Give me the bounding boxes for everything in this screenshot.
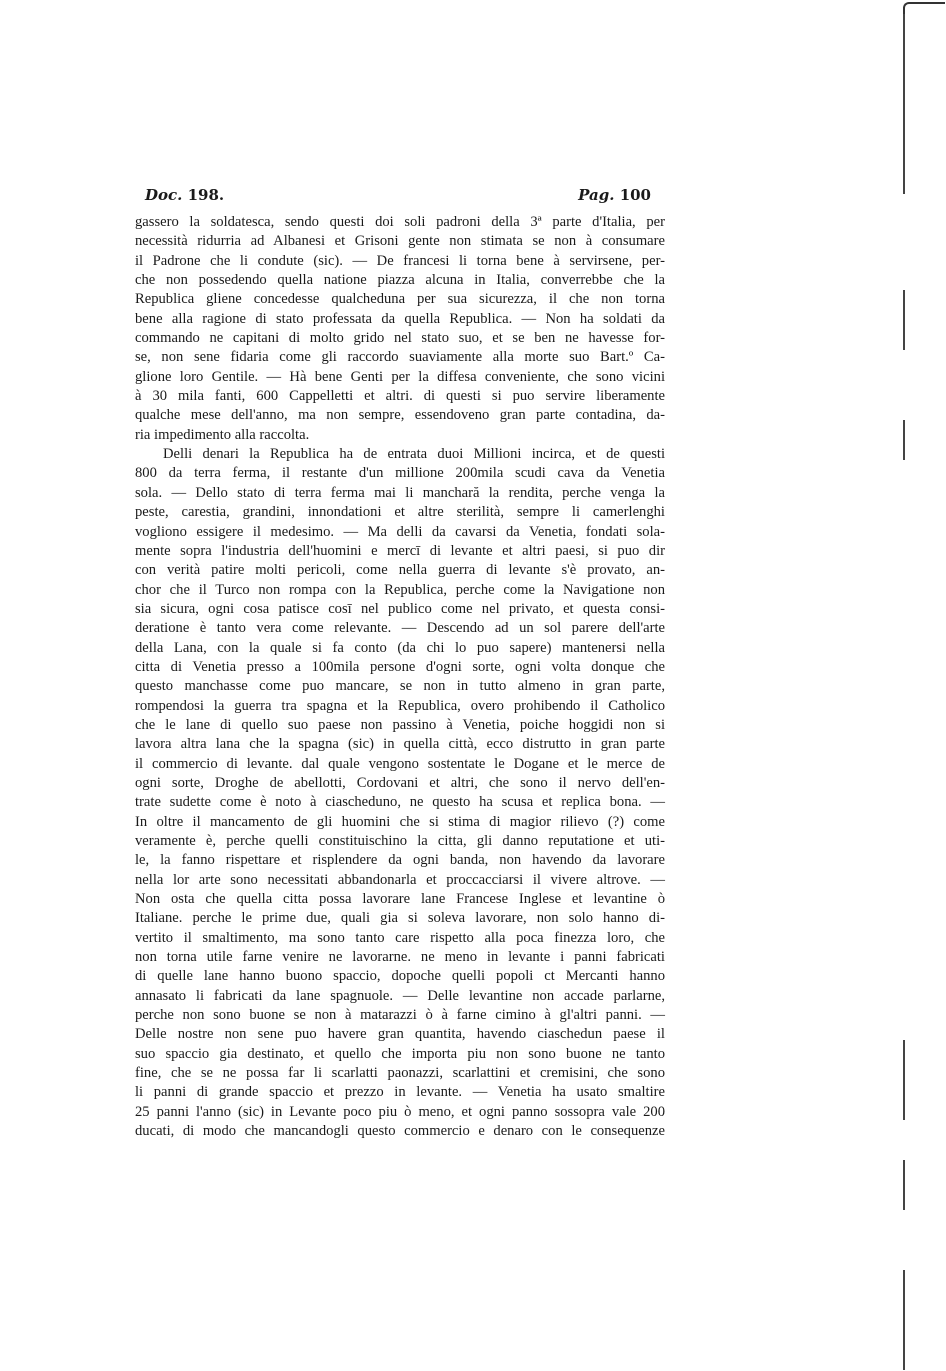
text-line: à 30 mila fanti, 600 Cappelletti et altri. di questi si puo servire liberamente — [135, 388, 665, 405]
text-line: necessità ridurria ad Albanesi et Grisoni gente non stimata se non à consumare — [135, 233, 665, 250]
text-line: ducati, di modo che mancandogli questo commercio e denaro con le consequenze — [135, 1123, 665, 1140]
text-line: Non osta che quella citta possa lavorare lane Francese Inglese et levantine ò — [135, 891, 665, 908]
text-line: Republica gliene concedesse qualcheduna per sua sicurezza, il che non torna — [135, 291, 665, 308]
text-line: di quelle lane hanno buono spaccio, dopoche quelli popoli ct Mercanti hanno — [135, 968, 665, 985]
text-line: mente sopra l'industria dell'huomini e mercī di levante et altri paesi, si puo dir — [135, 542, 665, 559]
text-line: che le lane di quello suo paese non passino à Venetia, poiche hoggidi non si — [135, 716, 665, 733]
scan-border-line — [903, 1160, 905, 1210]
text-line: veramente è, perche quelli constituischino la citta, gli danno reputatione et uti- — [135, 833, 665, 849]
text-line: il commercio di levante. dal quale vengono sostentate le Dogane et le merce de — [135, 755, 665, 772]
text-line: non torna utile farne venire ne lavorarne. ne meno in levante i panni fabricati — [135, 949, 665, 966]
text-line: fine, che se ne possa far li scarlatti paonazzi, scarlattini et cremisini, che sono — [135, 1065, 665, 1082]
text-line: commando ne capitani di molto grido nel stato suo, et se ben ne havesse for- — [135, 330, 665, 347]
text-line: Delle nostre non sene puo havere gran quantita, havendo ciaschedun paese il — [135, 1026, 665, 1043]
text-line: chor che il Turco non rompa con la Republica, perche come la Navigatione non — [135, 581, 665, 598]
text-line: Italiane. perche le prime due, quali gia si soleva lavorare, non solo hanno di- — [135, 910, 665, 927]
text-line: annasato li fabricati da lane spagnuole. — Delle levantine non accade parlarne, — [135, 987, 665, 1004]
text-line: ogni sorte, Droghe de abellotti, Cordovani et altri, che sono il nervo dell'en- — [135, 774, 665, 791]
text-line: li panni di grande spaccio et prezzo in levante. — Venetia ha usato smaltire — [135, 1084, 665, 1101]
text-line: vogliono essigere il medesimo. — Ma delli da cavarsi da Venetia, fondati sola- — [135, 523, 665, 540]
text-line: vertito il smaltimento, ma sono tanto care rispetto alla poca finezza loro, che — [135, 929, 665, 946]
text-line: qualche mese dell'anno, ma non sempre, essendoveno gran parte contadina, da- — [135, 407, 665, 424]
scan-border-line — [903, 420, 905, 460]
doc-reference — [145, 186, 224, 204]
text-line: che non possedendo quella natione piazza alcuna in Italia, converrebbe che la — [135, 272, 665, 289]
text-line: citta di Venetia presso a 100mila persone d'ogni sorte, ogni volta donque che — [135, 658, 665, 675]
text-line: il Padrone che li condute (sic). — De francesi li torna bene à servirsene, per- — [135, 252, 665, 269]
text-line: deratione è tanto vera come relevante. — Descendo ad un sol parere dell'arte — [135, 620, 665, 637]
page-label: Pag. — [578, 186, 615, 204]
text-line: peste, carestia, grandini, innondationi et altre sterilità, sempre li camerlenghi — [135, 504, 665, 521]
text-line: perche non sono buone se non à matarazzi ò à farne cimino à gl'altri panni. — — [135, 1007, 665, 1024]
text-line: trate sudette come è noto à ciascheduno, ne questo ha scusa et replica bona. — — [135, 794, 665, 811]
scan-border-line — [903, 1270, 905, 1370]
doc-number: 198. — [187, 186, 225, 204]
text-line: della Lana, con la quale si fa conto (da chi lo puo sapere) mantenersi nella — [135, 639, 665, 656]
text-line: lavora altra lana che la spagna (sic) in quella città, ecco distrutto in gran parte — [135, 736, 665, 753]
text-line: ria impedimento alla raccolta. — [135, 426, 310, 443]
scan-border-line — [903, 14, 905, 194]
text-line: nella lor arte sono necessitati abbandonarla et proccacciarsi il vivere altrove. — — [135, 871, 665, 888]
text-line: Delli denari la Republica ha de entrata duoi Millioni incirca, et de questi — [163, 446, 665, 463]
body-text — [135, 213, 665, 1142]
text-line: glione loro Gentile. — Hà bene Genti per la diffesa conveniente, che sono vicini — [135, 368, 665, 385]
text-line: con verità patire molti pericoli, come nella guerra di levante s'è provato, an- — [135, 562, 665, 579]
doc-label: Doc. — [145, 186, 183, 204]
text-line: gassero la soldatesca, sendo questi doi soli padroni della 3ª parte d'Italia, per — [135, 214, 665, 230]
text-line: sia sicura, ogni cosa patisce cosī nel publico come nel privato, et questa consi- — [135, 600, 665, 617]
page-number: 100 — [619, 186, 651, 204]
scan-border-line — [903, 290, 905, 350]
page-reference — [578, 186, 651, 204]
text-line: bene alla ragione di stato professata da quella Republica. — Non ha soldati da — [135, 310, 665, 327]
text-line: In oltre il mancamento de gli huomini che si stima di magior rilievo (?) come — [135, 813, 665, 830]
text-line: sola. — Dello stato di terra ferma mai li manchară la rendita, perche venga la — [135, 484, 665, 501]
text-line: suo spaccio gia destinato, et quello che importa piu non sono buone ne tanto — [135, 1045, 665, 1062]
page-header — [145, 186, 651, 208]
text-line: le, la fanno rispettare et risplendere da ogni banda, non havendo da lavorare — [135, 852, 665, 869]
text-line: questo manchasse come puo mancare, se non in tutto almeno in gran parte, — [135, 678, 665, 695]
scan-border-line — [903, 1040, 905, 1120]
text-line: 800 da terra ferma, il restante d'un millione 200mila scudi cava da Venetia — [135, 465, 665, 482]
scan-border-corner — [903, 2, 945, 18]
text-line: se, non sene fidaria come gli raccordo suaviamente alla morte suo Bart.º Ca- — [135, 349, 665, 366]
text-line: 25 panni l'anno (sic) in Levante poco piu ò meno, et ogni panno sossopra vale 200 — [135, 1103, 665, 1120]
text-line: rompendosi la guerra tra spagna et la Republica, overo prohibendo il Catholico — [135, 697, 665, 714]
